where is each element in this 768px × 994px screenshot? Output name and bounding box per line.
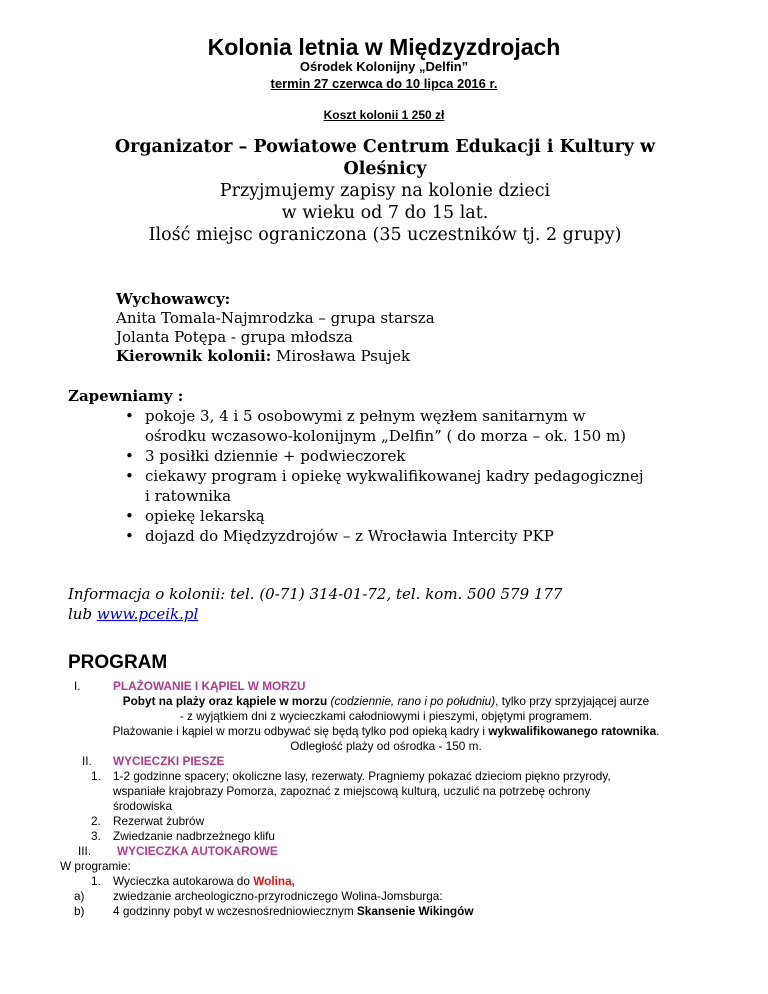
list-item-continuation: i ratownika — [145, 487, 232, 505]
list-item: • dojazd do Międzyzdrojów – z Wrocławia Intercity PKP — [125, 527, 554, 545]
provide-block — [68, 386, 708, 546]
section-title: WYCIECZKI PIESZE — [113, 754, 225, 768]
capacity-line: Ilość miejsc ograniczona (35 uczestników tj. 2 grupy) — [148, 225, 622, 245]
section-number: II. — [82, 754, 92, 768]
list-item: 2. Rezerwat żubrów — [91, 814, 205, 828]
enrollment-line: Przyjmujemy zapisy na kolonie dzieci — [219, 181, 551, 201]
list-item-continuation: ośrodku wczasowo-kolonijnym „Delfin” ( do morza – ok. 150 m) — [145, 427, 627, 445]
list-item: • 3 posiłki dziennie + podwieczorek — [125, 447, 406, 465]
director-name: Mirosława Psujek — [271, 347, 411, 365]
list-item: • pokoje 3, 4 i 5 osobowymi z pełnym węzłem sanitarnym w — [125, 407, 586, 425]
bullet-icon: • — [125, 527, 134, 545]
provide-heading: Zapewniamy : — [68, 387, 184, 405]
bullet-icon: • — [125, 507, 134, 525]
destination-name: Wolina, — [253, 874, 295, 888]
section-3-intro: W programie: — [60, 859, 131, 873]
program-heading: PROGRAM — [68, 652, 168, 673]
section-1-line-3: Plażowanie i kąpiel w morzu odbywać się będą tylko pod opieką kadry i wykwalifikowanego ratownika. — [112, 724, 660, 738]
list-item: 1. Wycieczka autokarowa do Wolina, — [91, 874, 295, 888]
provide-list — [68, 406, 708, 546]
program-body — [60, 679, 704, 919]
bullet-icon: • — [125, 407, 134, 425]
list-item: a) zwiedzanie archeologiczno-przyrodniczego Wolina-Jomsburga: — [74, 889, 443, 903]
list-item: • ciekawy program i opiekę wykwalifikowanej kadry pedagogicznej — [125, 467, 644, 485]
section-3-heading — [68, 844, 704, 859]
contact-info — [68, 584, 708, 624]
cost-line: Koszt kolonii 1 250 zł — [323, 108, 445, 122]
list-item: 1. 1-2 godzinne spacery; okoliczne lasy, rezerwaty. Pragniemy pokazać dzieciom piękno przyrody, — [91, 769, 611, 783]
list-item-continuation: wspaniałe krajobrazy Pomorza, zapoznać z miejscową kulturą, uczulić na potrzebę ochrony — [113, 784, 591, 798]
organizer-block — [100, 136, 670, 246]
caretaker-1: Anita Tomala-Najmrodzka – grupa starsza — [116, 309, 435, 327]
staff-block — [116, 290, 676, 366]
section-title: PLAŻOWANIE I KĄPIEL W MORZU — [113, 679, 306, 693]
section-1-line-1: Pobyt na plaży oraz kąpiele w morzu (codziennie, rano i po południu), tylko przy sprzyjającej aurze — [122, 694, 650, 708]
section-1-line-2: - z wyjątkiem dni z wycieczkami całodniowymi i pieszymi, objętymi programem. — [179, 709, 593, 723]
bullet-icon: • — [125, 447, 134, 465]
contact-link-line: lub www.pceik.pl — [68, 605, 199, 623]
section-number: III. — [78, 844, 92, 858]
contact-phone-line: Informacja o kolonii: tel. (0-71) 314-01-72, tel. kom. 500 579 177 — [68, 585, 563, 603]
organizer-line-1: Organizator – Powiatowe Centrum Edukacji i Kultury w — [114, 137, 656, 157]
list-item-continuation: środowiska — [113, 799, 173, 813]
section-title: WYCIECZKA AUTOKAROWE — [117, 844, 278, 858]
term-line: termin 27 czerwca do 10 lipca 2016 r. — [270, 76, 498, 91]
director-label: Kierownik kolonii: — [116, 347, 272, 365]
section-1-line-4: Odległość plaży od ośrodka - 150 m. — [290, 739, 482, 753]
section-2-heading — [68, 754, 704, 769]
director-line — [116, 347, 676, 366]
caretakers-heading: Wychowawcy: — [116, 290, 231, 308]
section-number: I. — [74, 679, 81, 693]
age-line: w wieku od 7 do 15 lat. — [281, 203, 489, 223]
document-title: Kolonia letnia w Międzyzdrojach — [207, 34, 561, 60]
section-1-heading — [68, 679, 704, 694]
bullet-icon: • — [125, 467, 134, 485]
caretaker-2: Jolanta Potępa - grupa młodsza — [116, 328, 353, 346]
organizer-line-2: Oleśnicy — [343, 159, 427, 179]
list-item: 3. Zwiedzanie nadbrzeżnego klifu — [91, 829, 275, 843]
document-subtitle: Ośrodek Kolonijny „Delfin” — [299, 59, 469, 74]
website-link[interactable]: www.pceik.pl — [96, 605, 199, 623]
list-item: b) 4 godzinny pobyt w wczesnośredniowiecznym Skansenie Wikingów — [74, 904, 474, 918]
list-item: • opiekę lekarską — [125, 507, 265, 525]
